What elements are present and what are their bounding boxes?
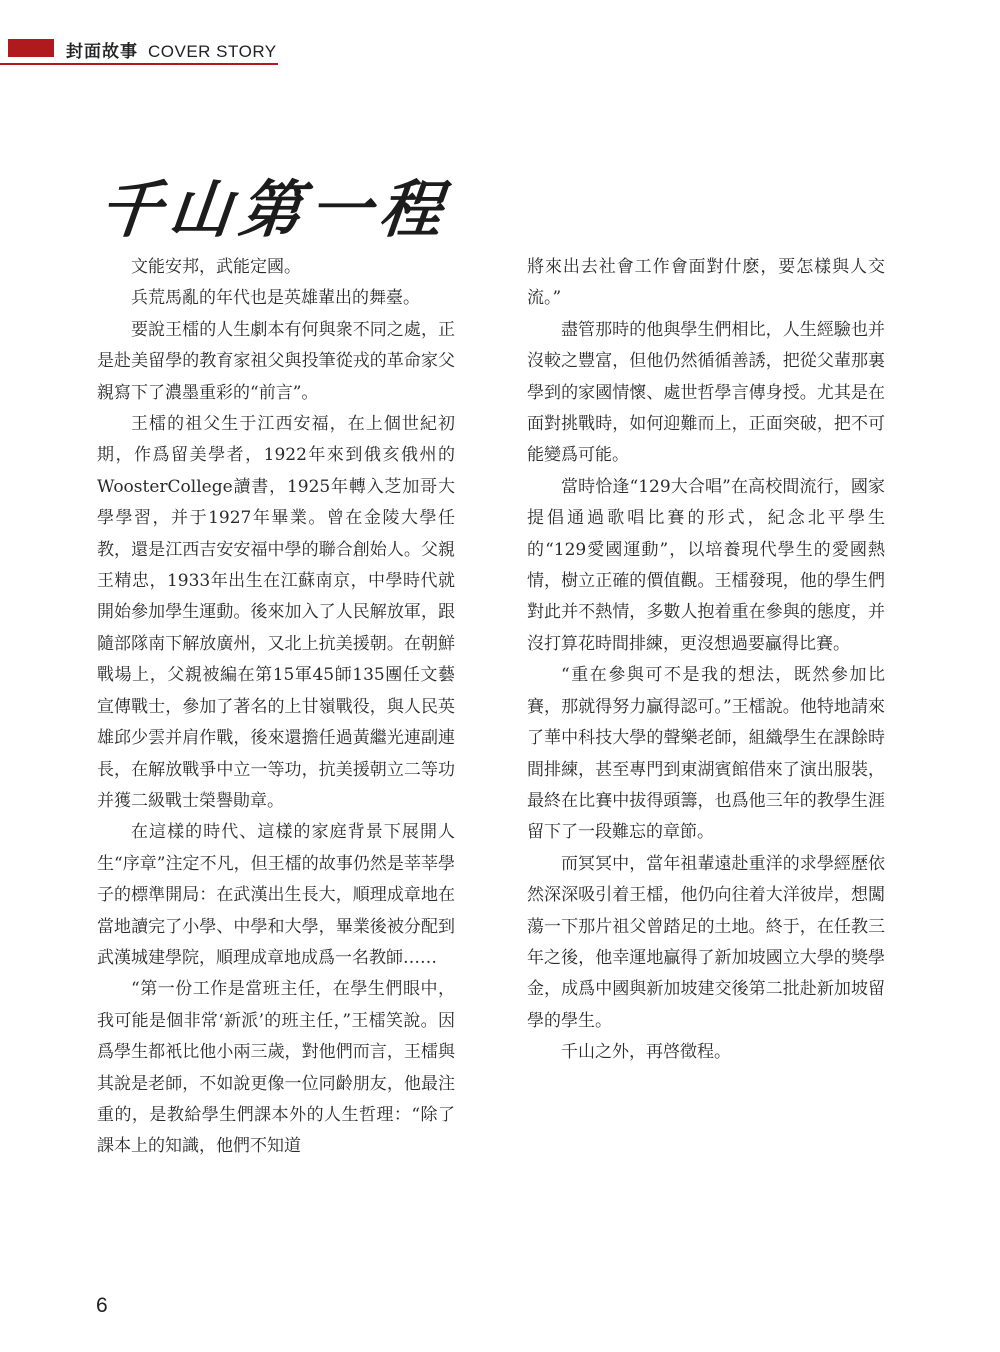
- paragraph: 盡管那時的他與學生們相比，人生經驗也并沒較之豐富，但他仍然循循善誘，把從父輩那裏學到的家國情懷、處世哲學言傳身授。尤其是在面對挑戰時，如何迎難而上，正面突破，把不可能變爲可能。: [527, 319, 885, 466]
- paragraph: 在這樣的時代、這樣的家庭背景下展開人生“序章”注定不凡，但王檑的故事仍然是莘莘學子的標準開局：在武漢出生長大，順理成章地在當地讀完了小學、中學和大學，畢業後被分配到武漢城建學院，順理成章地成爲一名教師……: [97, 822, 455, 968]
- right-column: [527, 252, 885, 1069]
- left-column: [97, 252, 455, 1163]
- page-number: 6: [96, 1294, 108, 1317]
- article-title: 千山第一程: [95, 173, 454, 246]
- paragraph: 千山之外，再啓徵程。: [561, 1042, 731, 1063]
- header-accent-bar: [8, 39, 54, 57]
- paragraph: 王檑的祖父生于江西安福，在上個世紀初期，作爲留美學者，1922年來到俄亥俄州的WoosterCollege讀書，1925年轉入芝加哥大學學習，并于1927年畢業。曾在金陵大學任教，還是江西吉安安福中學的聯合創始人。父親王精忠，1933年出生在江蘇南京，中學時代就開始參加學生運動。後來加入了人民解放軍，跟隨部隊南下解放廣州，又北上抗美援朝。在朝鮮戰場上，父親被編在第15軍45師135團任文藝宣傳戰士，參加了著名的上甘嶺戰役，與人民英雄邱少雲并肩作戰，後來還擔任過黃繼光連副連長，在解放戰爭中立一等功，抗美援朝立二等功并獲二級戰士榮譽勛章。: [97, 414, 455, 811]
- section-label-en: COVER STORY: [148, 42, 277, 61]
- paragraph: 文能安邦，武能定國。: [131, 257, 301, 277]
- paragraph-continuation: 將來出去社會工作會面對什麽，要怎樣與人交流。”: [527, 257, 885, 309]
- section-label-cn: 封面故事: [66, 42, 138, 62]
- section-header: [0, 34, 280, 64]
- paragraph: 兵荒馬亂的年代也是英雄輩出的舞臺。: [131, 288, 420, 309]
- paragraph: “第一份工作是當班主任，在學生們眼中，我可能是個非常‘新派’的班主任，”王檑笑說。因爲學生都衹比他小兩三歲，對他們而言，王檑與其說是老師，不如說更像一位同齡朋友，他最注重的，是教給學生們課本外的人生哲理：“除了課本上的知識，他們不知道: [97, 979, 455, 1157]
- paragraph: “重在參與可不是我的想法，既然參加比賽，那就得努力贏得認可。”王檑說。他特地請來了華中科技大學的聲樂老師，組織學生在課餘時間排練，甚至專門到東湖賓館借來了演出服裝，最終在比賽中拔得頭籌，也爲他三年的教學生涯留下了一段難忘的章節。: [527, 665, 885, 843]
- header-rule: [0, 63, 278, 65]
- paragraph: 當時恰逢“129大合唱”在高校間流行，國家提倡通過歌唱比賽的形式，紀念北平學生的“129愛國運動”，以培養現代學生的愛國熱情，樹立正確的價值觀。王檑發現，他的學生們對此并不熱情，多數人抱着重在參與的態度，并沒打算花時間排練，更沒想過要贏得比賽。: [527, 476, 885, 654]
- paragraph: 而冥冥中，當年祖輩遠赴重洋的求學經歷依然深深吸引着王檑，他仍向往着大洋彼岸，想闖蕩一下那片祖父曾踏足的土地。終于，在任教三年之後，他幸運地贏得了新加坡國立大學的獎學金，成爲中國與新加坡建交後第二批赴新加坡留學的學生。: [527, 853, 885, 1031]
- paragraph: 要說王檑的人生劇本有何與衆不同之處，正是赴美留學的教育家祖父與投筆從戎的革命家父親寫下了濃墨重彩的“前言”。: [97, 319, 455, 403]
- section-label: [66, 37, 277, 62]
